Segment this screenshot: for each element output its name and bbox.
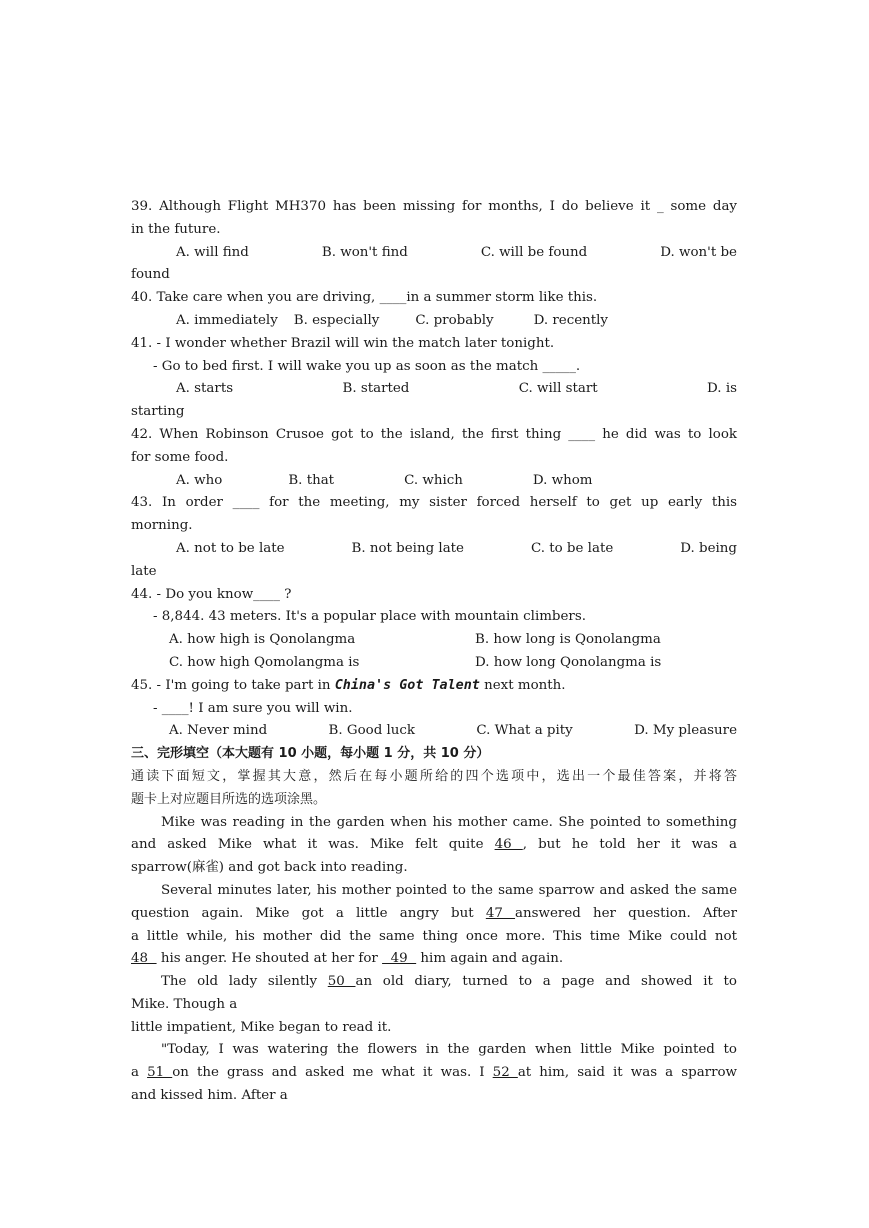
passage-p4-line3: and kissed him. After a	[131, 1088, 288, 1104]
passage-p1-line2	[131, 834, 737, 857]
q42-option-c: C. which	[404, 472, 463, 488]
q39-option-b: B. won't find	[321, 244, 408, 260]
passage-p2-line4	[131, 948, 737, 971]
q45-option-b: B. Good luck	[328, 723, 416, 739]
q41-option-wrap: starting	[131, 404, 185, 420]
q41-option-b: B. started	[342, 381, 410, 397]
passage-p1-line1: Mike was reading in the garden when his mother came. She pointed to something	[161, 814, 737, 830]
q39-stem: 39. Although Flight MH370 has been missing for months, I do believe it _ some day	[131, 199, 737, 214]
passage-text: at him, said it was a sparrow	[517, 1065, 737, 1081]
q39-stem-cont: in the future.	[131, 221, 221, 237]
q40-option-b: B. especially	[293, 312, 380, 328]
q43-options	[131, 538, 737, 561]
passage-text: him again and again.	[416, 951, 564, 967]
q44-option-b: B. how long is Qonolangma	[475, 632, 661, 648]
blank-50: 50	[327, 974, 356, 990]
q41-option-a: A. starts	[176, 381, 234, 397]
q42-option-d: D. whom	[532, 472, 593, 488]
q43-option-a: A. not to be late	[176, 540, 285, 556]
passage-text: The old lady silently	[161, 974, 328, 990]
q44-stem: 44. - Do you know____ ?	[131, 586, 292, 602]
q44-options-row2	[131, 652, 737, 675]
q41-stem: 41. - I wonder whether Brazil will win the match later tonight.	[131, 335, 555, 351]
q44-option-a: A. how high is Qonolangma	[169, 632, 356, 648]
q42-option-a: A. who	[176, 472, 223, 488]
passage-p3-line3: little impatient, Mike began to read it.	[131, 1019, 392, 1035]
q43-option-b: B. not being late	[351, 540, 464, 556]
q41-option-d: D. is	[707, 381, 737, 397]
passage-p3-line1	[131, 971, 737, 994]
passage-text: , but he told her it was a	[522, 837, 737, 853]
blank-52: 52	[492, 1065, 518, 1081]
passage-text: answered her question. After	[515, 905, 738, 921]
q45-reply: - ____! I am sure you will win.	[153, 700, 353, 716]
section-instruction: 通读下面短文，掌握其大意，然后在每小题所给的四个选项中，选出一个最佳答案，并将答	[131, 768, 737, 784]
passage-text: question again. Mike got a little angry but	[131, 905, 486, 921]
q45-option-c: C. What a pity	[476, 723, 573, 739]
blank-49: 49	[382, 951, 417, 967]
q42-stem: 42. When Robinson Crusoe got to the island, the first thing ____ he did was to look	[131, 426, 737, 442]
passage-text: a	[131, 1065, 148, 1081]
passage-p3-line2: Mike. Though a	[131, 996, 238, 1012]
q43-stem: 43. In order ____ for the meeting, my sister forced herself to get up early this	[131, 495, 737, 511]
q39-options	[131, 242, 737, 265]
section-instruction-cont: 题卡上对应题目所选的选项涂黑。	[131, 791, 327, 807]
q40-option-c: C. probably	[415, 312, 494, 328]
q41-option-c: C. will start	[518, 381, 598, 397]
passage-text: his anger. He shouted at her for	[156, 951, 383, 967]
q45-stem-end: next month.	[479, 677, 566, 693]
q43-option-d: D. being	[680, 540, 737, 556]
q43-option-wrap: late	[131, 563, 157, 579]
q43-stem-cont: morning.	[131, 518, 193, 534]
q44-option-d: D. how long Qonolangma is	[475, 654, 662, 670]
q39-option-a: A. will find	[176, 244, 249, 260]
passage-p1-line3: sparrow(麻雀) and got back into reading.	[131, 860, 408, 876]
q45-show-title: China's Got Talent	[334, 677, 480, 693]
q44-reply: - 8,844. 43 meters. It's a popular place with mountain climbers.	[153, 609, 586, 625]
q42-option-b: B. that	[288, 472, 335, 488]
section-heading: 三、完形填空（本大题有 10 小题，每小题 1 分，共 10 分）	[131, 746, 490, 762]
blank-46: 46	[494, 837, 523, 853]
q45-stem-start: 45. - I'm going to take part in	[131, 677, 335, 693]
passage-p4-line1: "Today, I was watering the flowers in the garden when little Mike pointed to	[161, 1042, 737, 1058]
q43-option-c: C. to be late	[530, 540, 614, 556]
blank-47: 47	[485, 905, 516, 921]
q45-option-d: D. My pleasure	[634, 723, 737, 739]
q45-option-a: A. Never mind	[169, 723, 268, 739]
blank-48: 48	[131, 951, 157, 967]
q42-options	[131, 470, 737, 493]
passage-p2-line3: a little while, his mother did the same thing once more. This time Mike could not	[131, 928, 737, 944]
passage-p2-line2	[131, 903, 737, 926]
q44-options-row1	[131, 629, 737, 652]
q40-option-a: A. immediately	[176, 312, 278, 328]
passage-text: and asked Mike what it was. Mike felt quite	[131, 837, 495, 853]
passage-p2-line1: Several minutes later, his mother pointed to the same sparrow and asked the same	[161, 882, 737, 898]
q45-options	[131, 720, 737, 743]
q44-option-c: C. how high Qomolangma is	[169, 654, 360, 670]
q39-option-c: C. will be found	[480, 244, 588, 260]
q39-option-d: D. won't be	[660, 244, 737, 260]
q40-stem: 40. Take care when you are driving, ____in a summer storm like this.	[131, 290, 598, 306]
q41-reply: - Go to bed first. I will wake you up as soon as the match _____.	[153, 358, 581, 374]
q40-options	[131, 310, 737, 333]
q41-options	[131, 378, 737, 401]
q42-stem-cont: for some food.	[131, 449, 229, 465]
passage-p4-line2	[131, 1062, 737, 1085]
q40-option-d: D. recently	[533, 312, 608, 328]
passage-text: on the grass and asked me what it was. I	[172, 1065, 493, 1081]
q45-stem	[131, 675, 737, 698]
exam-page	[131, 196, 737, 1108]
q39-option-wrap: found	[131, 267, 170, 283]
blank-51: 51	[147, 1065, 173, 1081]
passage-text: an old diary, turned to a page and showed it to	[355, 974, 737, 990]
